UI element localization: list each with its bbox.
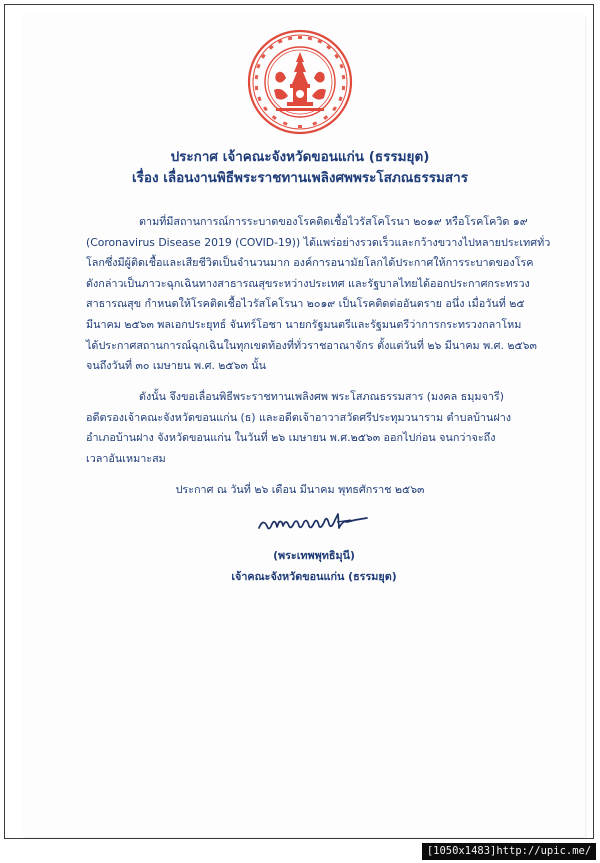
announcement-subject: เรื่อง เลื่อนงานพิธีพระราชทานเพลิงศพพระโสภณธรรมสาร <box>131 170 468 186</box>
paragraph-line: ดังนั้น จึงขอเลื่อนพิธีพระราชทานเพลิงศพ พระโสภณธรรมสาร (มงคล ธมฺมจารี) <box>139 390 504 403</box>
paragraph-1 <box>86 212 550 377</box>
paragraph-2 <box>86 387 511 469</box>
signer-position: เจ้าคณะจังหวัดขอนแก่น (ธรรมยุต) <box>231 570 397 583</box>
paragraph-line: อำเภอบ้านฝาง จังหวัดขอนแก่น ในวันที่ ๒๖ เมษายน พ.ศ.๒๕๖๓ ออกไปก่อน จนกว่าจะถึง <box>86 431 496 445</box>
paragraph-line: จนถึงวันที่ ๓๐ เมษายน พ.ศ. ๒๕๖๓ นั้น <box>86 359 267 373</box>
paragraph-line: โลกซึ่งมีผู้ติดเชื้อและเสียชีวิตเป็นจำนวนมาก องค์การอนามัยโลกได้ประกาศให้การระบาดของโรค <box>86 256 534 270</box>
image-host-watermark: [1050x1483]http://upic.me/ <box>422 843 596 860</box>
paragraph-line: ตามที่มีสถานการณ์การระบาดของโรคติดเชื้อไวรัสโคโรนา ๒๐๑๙ หรือโรคโควิด ๑๙ <box>139 215 528 228</box>
paragraph-line: ได้ประกาศสถานการณ์ฉุกเฉินในทุกเขตท้องที่ทั่วราชอาณาจักร ตั้งแต่วันที่ ๒๖ มีนาคม พ.ศ. ๒๕๖๓ <box>86 338 537 352</box>
signer-name: (พระเทพพุทธิมุนี) <box>273 549 355 562</box>
paragraph-line: มีนาคม ๒๕๖๓ พลเอกประยุทธ์ จันทร์โอชา นายกรัฐมนตรีและรัฐมนตรีว่าการกระทรวงกลาโหม <box>86 317 522 331</box>
signature <box>255 508 373 538</box>
announcement-title: ประกาศ เจ้าคณะจังหวัดขอนแก่น (ธรรมยุต) <box>170 149 430 165</box>
paragraph-line: อดีตรองเจ้าคณะจังหวัดขอนแก่น (ธ) และอดีตเจ้าอาวาสวัดศรีประทุมวนาราม ตำบลบ้านฝาง <box>86 410 512 424</box>
paragraph-line: (Coronavirus Disease 2019 (COVID-19)) ได้แพร่อย่างรวดเร็วและกว้างขวางไปหลายประเทศทั่ว <box>86 235 551 249</box>
paragraph-line: ดังกล่าวเป็นภาวะฉุกเฉินทางสาธารณสุขระหว่างประเทศ และรัฐบาลไทยได้ออกประกาศกระทรวง <box>86 276 530 290</box>
announcement-date: ประกาศ ณ วันที่ ๒๖ เดือน มีนาคม พุทธศักราช ๒๕๖๓ <box>175 483 425 496</box>
paragraph-line: สาธารณสุข กำหนดให้โรคติดเชื้อไวรัสโคโรนา ๒๐๑๙ เป็นโรคติดต่ออันตราย อนึ่ง เมื่อวันที่ ๒๕ <box>86 297 525 311</box>
paragraph-line: เวลาอันเหมาะสม <box>86 451 166 465</box>
seal-icon <box>246 28 354 136</box>
